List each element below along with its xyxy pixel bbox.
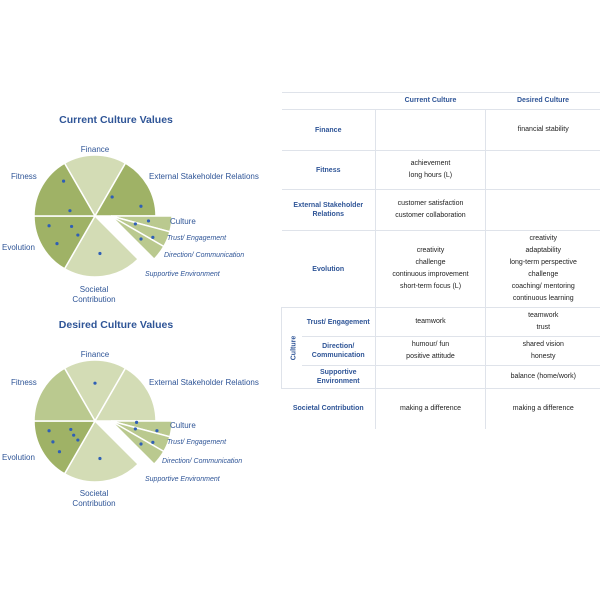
finance-label: Finance bbox=[80, 145, 110, 154]
current-values-supportive-environment bbox=[376, 366, 486, 389]
value-item: coaching/ mentoring bbox=[511, 283, 575, 290]
desired-values-direction-communication bbox=[486, 337, 600, 366]
culture-values-table bbox=[281, 92, 600, 429]
row-label-supportive-environment: Supportive Environment bbox=[302, 366, 376, 389]
trust-engagement-label: Trust/ Engagement bbox=[167, 235, 227, 242]
value-item: challenge bbox=[415, 259, 446, 266]
value-item: shared vision bbox=[522, 341, 564, 348]
value-item: positive attitude bbox=[406, 353, 455, 360]
row-label-direction-communication: Direction/ Communication bbox=[302, 337, 376, 366]
row-label-evolution: Evolution bbox=[282, 231, 376, 308]
external-stakeholder-label: External Stakeholder Relations bbox=[149, 172, 259, 181]
desired-values-societal-contribution bbox=[486, 389, 600, 429]
supportive-environment-label: Supportive Environment bbox=[145, 476, 220, 483]
value-dot-evolution bbox=[70, 225, 73, 228]
value-dot-evolution bbox=[76, 233, 79, 236]
row-label-finance: Finance bbox=[282, 110, 376, 151]
table-header-row bbox=[282, 93, 600, 110]
value-dot-direction-communication bbox=[134, 427, 137, 430]
table-row-evolution bbox=[282, 231, 600, 308]
row-label-societal-contribution: Societal Contribution bbox=[282, 389, 376, 429]
value-item: continuous learning bbox=[512, 295, 574, 302]
culture-label: Culture bbox=[170, 217, 196, 226]
value-item: long hours (L) bbox=[408, 172, 453, 179]
value-item: humour/ fun bbox=[411, 341, 450, 348]
value-item: adaptability bbox=[525, 247, 561, 254]
row-label-trust-engagement: Trust/ Engagement bbox=[302, 308, 376, 337]
current-values-evolution bbox=[376, 231, 486, 308]
evolution-label: Evolution bbox=[2, 243, 35, 252]
value-item: teamwork bbox=[528, 312, 559, 319]
table-row-external-stakeholder bbox=[282, 190, 600, 231]
value-dot-fitness bbox=[68, 209, 71, 212]
value-dot-societal-contribution bbox=[98, 252, 101, 255]
row-label-external-stakeholder: External Stakeholder Relations bbox=[282, 190, 376, 231]
current-values-direction-communication bbox=[376, 337, 486, 366]
row-label-fitness: Fitness bbox=[282, 151, 376, 190]
finance-label: Finance bbox=[80, 350, 110, 359]
value-dot-direction-communication bbox=[151, 441, 154, 444]
desired-values-trust-engagement bbox=[486, 308, 600, 337]
value-item: long-term perspective bbox=[509, 259, 577, 266]
fitness-label: Fitness bbox=[11, 172, 37, 181]
desired-values-fitness bbox=[486, 151, 600, 190]
value-dot-evolution bbox=[69, 428, 72, 431]
value-dot-supportive-environment bbox=[139, 237, 142, 240]
desired-values-finance bbox=[486, 110, 600, 151]
current-values-societal-contribution bbox=[376, 389, 486, 429]
value-item: short-term focus (L) bbox=[399, 283, 462, 290]
value-item: making a difference bbox=[400, 404, 461, 412]
desired-culture-title: Desired Culture Values bbox=[58, 319, 174, 331]
contribution-label: Contribution bbox=[72, 295, 116, 304]
fitness-label: Fitness bbox=[11, 378, 37, 387]
table-row-societal-contribution bbox=[282, 389, 600, 429]
table-row-direction-communication bbox=[282, 337, 600, 366]
value-item: challenge bbox=[528, 271, 559, 278]
current-culture-header: Current Culture bbox=[376, 93, 486, 110]
value-item: trust bbox=[536, 324, 551, 331]
desired-culture-pie-chart bbox=[0, 343, 290, 515]
table-row-trust-engagement bbox=[282, 308, 600, 337]
current-culture-title: Current Culture Values bbox=[59, 114, 173, 126]
value-dot-supportive-environment bbox=[139, 442, 142, 445]
desired-values-external-stakeholder bbox=[486, 190, 600, 231]
direction-communication-label: Direction/ Communication bbox=[162, 458, 243, 465]
value-item: balance (home/work) bbox=[510, 373, 576, 380]
value-dot-evolution bbox=[47, 429, 50, 432]
table-row-finance bbox=[282, 110, 600, 151]
culture-side-text: Culture bbox=[290, 335, 298, 361]
table-row-fitness bbox=[282, 151, 600, 190]
value-item: customer collaboration bbox=[395, 212, 466, 219]
value-dot-finance bbox=[93, 382, 96, 385]
value-dot-evolution bbox=[72, 434, 75, 437]
value-dot-evolution bbox=[55, 242, 58, 245]
value-item: continuous improvement bbox=[392, 271, 469, 278]
societal-label: Societal bbox=[79, 285, 109, 294]
direction-communication-label: Direction/ Communication bbox=[164, 252, 245, 259]
evolution-label: Evolution bbox=[2, 453, 35, 462]
value-item: making a difference bbox=[512, 404, 574, 412]
current-values-fitness bbox=[376, 151, 486, 190]
value-item: achievement bbox=[410, 160, 451, 167]
value-item: customer satisfaction bbox=[397, 200, 464, 207]
current-values-external-stakeholder bbox=[376, 190, 486, 231]
current-culture-pie-chart bbox=[0, 138, 290, 310]
value-item: honesty bbox=[530, 353, 556, 360]
desired-values-supportive-environment bbox=[486, 366, 600, 389]
value-dot-evolution bbox=[58, 450, 61, 453]
value-dot-external-stakeholder bbox=[139, 205, 142, 208]
value-dot-societal-contribution bbox=[98, 457, 101, 460]
value-dot-direction-communication bbox=[134, 222, 137, 225]
current-values-trust-engagement bbox=[376, 308, 486, 337]
culture-side-label bbox=[282, 308, 302, 389]
value-dot-fitness bbox=[62, 179, 65, 182]
trust-engagement-label: Trust/ Engagement bbox=[167, 439, 227, 446]
value-item: financial stability bbox=[517, 126, 569, 133]
value-dot-external-stakeholder bbox=[111, 195, 114, 198]
value-dot-trust-engagement bbox=[147, 219, 150, 222]
desired-values-evolution bbox=[486, 231, 600, 308]
external-stakeholder-label: External Stakeholder Relations bbox=[149, 378, 259, 387]
value-dot-trust-engagement bbox=[135, 421, 138, 424]
culture-label: Culture bbox=[170, 421, 196, 430]
value-dot-evolution bbox=[47, 224, 50, 227]
supportive-environment-label: Supportive Environment bbox=[145, 271, 220, 278]
contribution-label: Contribution bbox=[72, 499, 116, 508]
table-row-supportive-environment bbox=[282, 366, 600, 389]
value-dot-trust-engagement bbox=[155, 429, 158, 432]
societal-label: Societal bbox=[79, 489, 109, 498]
value-dot-evolution bbox=[76, 438, 79, 441]
value-item: creativity bbox=[529, 235, 558, 242]
current-values-finance bbox=[376, 110, 486, 151]
table-corner-cell bbox=[282, 93, 376, 110]
value-item: teamwork bbox=[415, 318, 446, 325]
desired-culture-header: Desired Culture bbox=[486, 93, 600, 110]
value-dot-evolution bbox=[51, 440, 54, 443]
value-dot-direction-communication bbox=[151, 236, 154, 239]
value-item: creativity bbox=[416, 247, 445, 254]
